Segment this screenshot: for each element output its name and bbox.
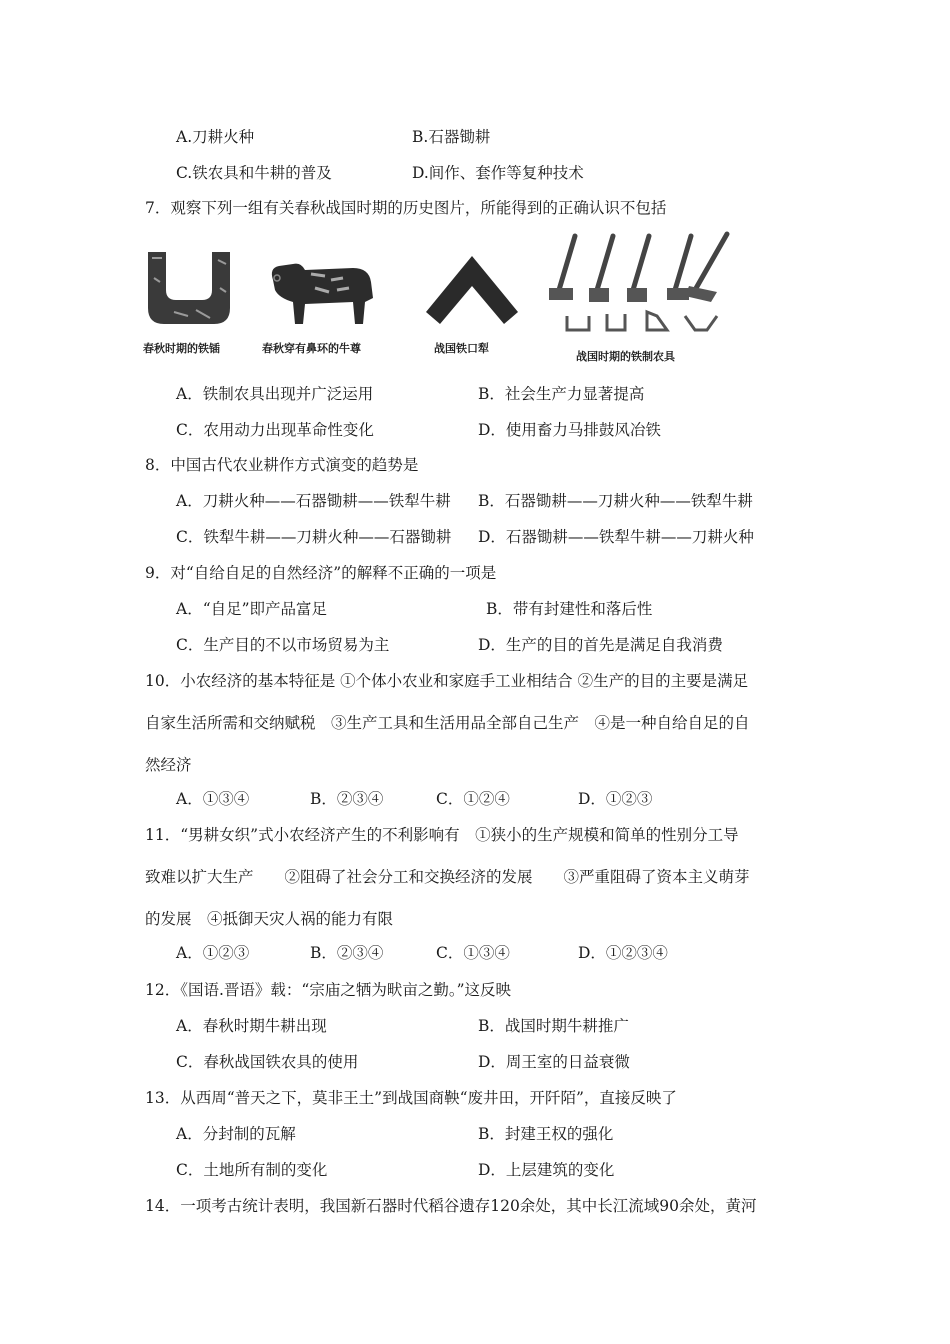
q8-option-c: C．铁犁牛耕——刀耕火种——石器锄耕 — [176, 528, 452, 546]
iron-tools-image — [545, 230, 735, 342]
q12-option-d: D．周王室的日益衰微 — [478, 1053, 630, 1071]
q11-text-line-2: 致难以扩大生产 ②阻碍了社会分工和交换经济的发展 ③严重阻碍了资本主义萌芽 — [145, 868, 750, 886]
q10-option-c: C．①②④ — [436, 790, 510, 808]
q10-option-b: B．②③④ — [310, 790, 384, 808]
q10-text-line-1: 10．小农经济的基本特征是 ①个体小农业和家庭手工业相结合 ②生产的目的主要是满足 — [145, 672, 749, 690]
q7-caption-4: 战国时期的铁制农具 — [576, 350, 675, 363]
q11-option-c: C．①③④ — [436, 944, 510, 962]
q9-option-a: A．“自足”即产品富足 — [176, 600, 328, 618]
q7-caption-3: 战国铁口犁 — [434, 342, 489, 355]
q7-option-a: A．铁制农具出现并广泛运用 — [176, 385, 374, 403]
q8-option-a: A．刀耕火种——石器锄耕——铁犁牛耕 — [176, 492, 451, 510]
q9-option-c: C．生产目的不以市场贸易为主 — [176, 636, 390, 654]
q7-caption-2: 春秋穿有鼻环的牛尊 — [262, 342, 361, 355]
q10-option-d: D．①②③ — [578, 790, 653, 808]
q9-option-b: B．带有封建性和落后性 — [486, 600, 653, 618]
q13-option-d: D．上层建筑的变化 — [478, 1161, 615, 1179]
q9-stem: 9．对“自给自足的自然经济”的解释不正确的一项是 — [145, 564, 497, 582]
q11-text-line-3: 的发展 ④抵御天灾人祸的能力有限 — [145, 910, 394, 928]
iron-spade-image — [144, 248, 234, 328]
q6-option-c: C.铁农具和牛耕的普及 — [176, 164, 332, 182]
q14-text-line-1: 14．一项考古统计表明，我国新石器时代稻谷遗存120余处，其中长江流域90余处，黄河 — [145, 1197, 757, 1215]
q7-caption-1: 春秋时期的铁锸 — [143, 342, 220, 355]
q9-option-d: D．生产的目的首先是满足自我消费 — [478, 636, 723, 654]
q8-option-b: B．石器锄耕——刀耕火种——铁犁牛耕 — [478, 492, 753, 510]
q11-option-d: D．①②③④ — [578, 944, 668, 962]
q7-option-b: B．社会生产力显著提高 — [478, 385, 645, 403]
q6-option-b: B.石器锄耕 — [412, 128, 491, 146]
q6-option-d: D.间作、套作等复种技术 — [412, 164, 584, 182]
q8-stem: 8．中国古代农业耕作方式演变的趋势是 — [145, 456, 419, 474]
q12-option-b: B．战国时期牛耕推广 — [478, 1017, 629, 1035]
q8-option-d: D．石器锄耕——铁犁牛耕——刀耕火种 — [478, 528, 754, 546]
q12-option-c: C．春秋战国铁农具的使用 — [176, 1053, 359, 1071]
q10-text-line-2: 自家生活所需和交纳赋税 ③生产工具和生活用品全部自己生产 ④是一种自给自足的自 — [145, 714, 750, 732]
q11-text-line-1: 11．“男耕女织”式小农经济产生的不利影响有 ①狭小的生产规模和简单的性别分工导 — [145, 826, 739, 844]
q12-option-a: A．春秋时期牛耕出现 — [176, 1017, 327, 1035]
q13-option-b: B．封建王权的强化 — [478, 1125, 614, 1143]
q12-stem: 12．《国语.晋语》载：“宗庙之牺为畎亩之勤。”这反映 — [145, 981, 511, 999]
q13-stem: 13．从西周“普天之下，莫非王土”到战国商鞅“废井田，开阡陌”，直接反映了 — [145, 1089, 677, 1107]
q10-text-line-3: 然经济 — [145, 756, 192, 774]
q10-option-a: A．①③④ — [176, 790, 250, 808]
q7-option-c: C．农用动力出现革命性变化 — [176, 421, 374, 439]
q7-stem: 7．观察下列一组有关春秋战国时期的历史图片，所能得到的正确认识不包括 — [145, 199, 667, 217]
q11-option-a: A．①②③ — [176, 944, 250, 962]
ox-statue-image — [265, 258, 380, 330]
q13-option-c: C．土地所有制的变化 — [176, 1161, 328, 1179]
q7-option-d: D．使用畜力马排鼓风冶铁 — [478, 421, 661, 439]
q11-option-b: B．②③④ — [310, 944, 384, 962]
q6-option-a: A.刀耕火种 — [176, 128, 255, 146]
iron-plough-image — [424, 254, 520, 326]
q13-option-a: A．分封制的瓦解 — [176, 1125, 296, 1143]
